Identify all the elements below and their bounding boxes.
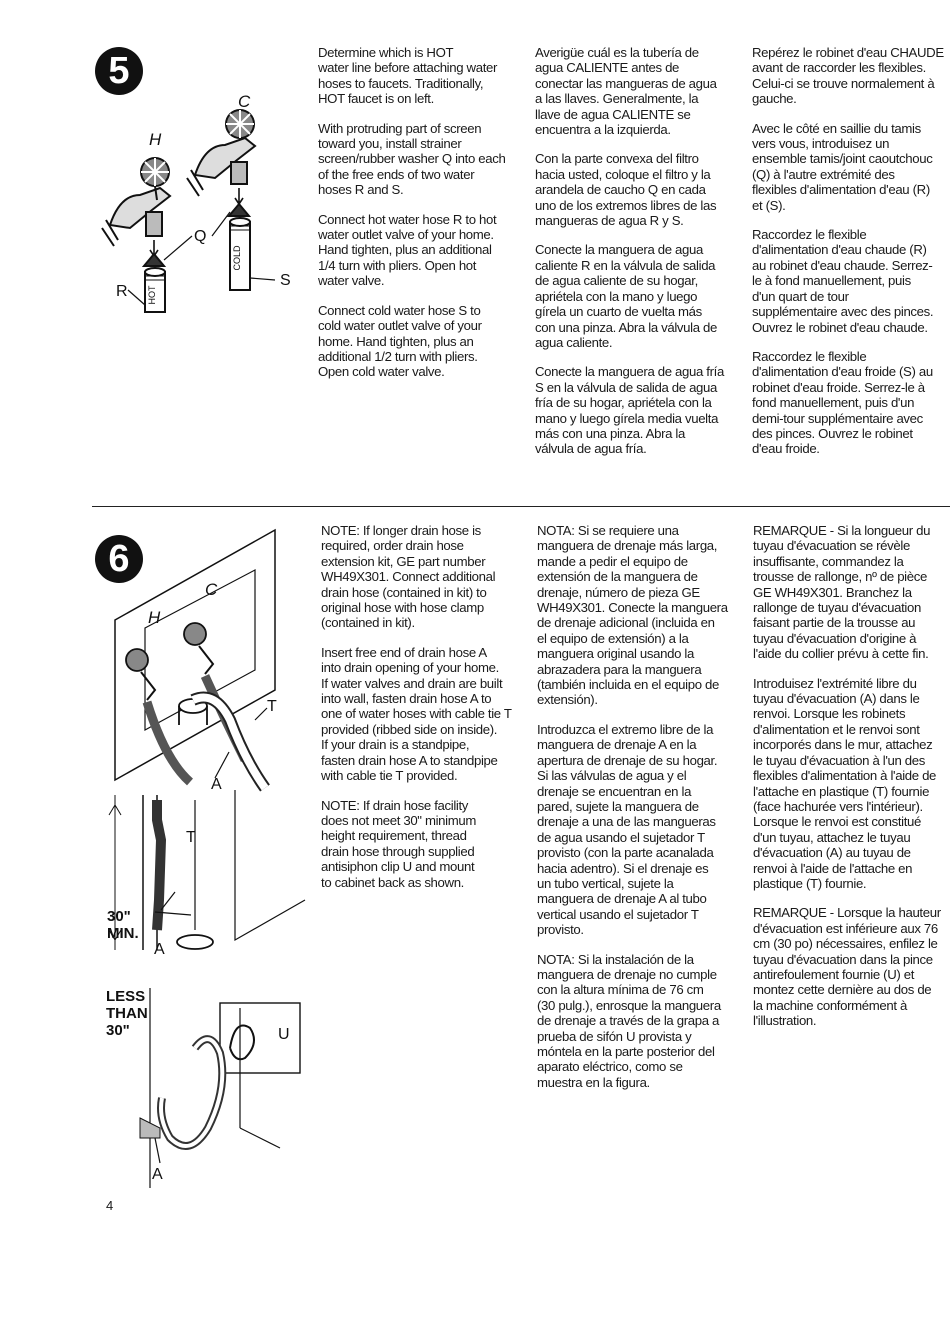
step-5-en-p4: Connect cold water hose S to cold water outlet valve of your home. Hand tighten, plus an additional 1/2 turn with pliers. Open cold water valve. <box>318 302 482 380</box>
step-5-es-p3: Conecte la manguera de agua caliente R en la válvula de salida de agua caliente de su hogar, apriétela con la mano y luego gírela un cuarto de vuelta más con una pinza. Abra la válvula de agua caliente. <box>535 242 717 350</box>
step-5-english-column <box>318 45 530 394</box>
label-30-min: 30" MIN. <box>107 908 139 942</box>
step-6-fr-p1: REMARQUE - Si la longueur du tuyau d'évacuation se révèle insuffisante, commandez la trousse de rallonge, nº de pièce GE WH49X301. Branchez la rallonge de tuyau d'évacuation faisant partie de la trousse au tuyau d'évacuation d'origine à l'aide du collier prévu à cette fin. <box>753 523 931 662</box>
step-5-es-p1: Averigüe cuál es la tubería de agua CALIENTE antes de conectar las mangueras de agua a las llaves. Generalmente, la llave de agua CALIENTE se encuentra a la izquierda. <box>535 45 717 138</box>
label-a-bottom: A <box>152 1166 163 1183</box>
label-u: U <box>278 1026 290 1043</box>
label-r: R <box>116 283 128 300</box>
label-h-6: H <box>148 608 161 627</box>
step-5-fr-p4: Raccordez le flexible d'alimentation d'eau froide (S) au robinet d'eau froide. Serrez-le à fond manuellement, puis d'un demi-tour supplémentaire avec des pinces. Ouvrez le robinet d'eau froide. <box>752 348 933 457</box>
label-a-mid: A <box>154 941 165 958</box>
step-6-es-p1: NOTA: Si se requiere una manguera de drenaje más larga, mande a pedir el equipo de extensión de la manguera de drenaje, número de pieza GE WH49X301. Conecte la manguera de drenaje adicional (incluida en el equipo de extensión) a la manguera original usando la abrazadera para la manguera (también incluida en el equipo de extensión). <box>537 523 728 708</box>
label-a-top: A <box>211 776 222 793</box>
hose-hot-label: HOT <box>147 285 157 305</box>
step-6-french-column <box>753 523 950 1043</box>
step-5-spanish-column <box>535 45 747 471</box>
step-6-spanish-column <box>537 523 749 1104</box>
faucet-connection-diagram <box>100 92 305 315</box>
label-h: H <box>149 130 162 149</box>
step-5-fr-p2: Avec le côté en saillie du tamis vers vous, introduisez un ensemble tamis/joint caoutchouc (Q) à l'autre extrémité des flexibles d'alimentation d'eau (R) et (S). <box>752 120 933 213</box>
step-6-en-p1: NOTE: If longer drain hose is required, order drain hose extension kit, GE part number WH49X301. Connect additional drain hose (contained in kit) to original hose with hose clamp (contained in kit). <box>321 523 496 631</box>
faucet-connection-illustration <box>100 100 305 315</box>
label-c: C <box>238 92 251 111</box>
step-6-english-column <box>321 523 533 904</box>
label-s: S <box>280 272 291 289</box>
step-5-fr-p3: Raccordez le flexible d'alimentation d'eau chaude (R) au robinet d'eau chaude. Serrez- le à fond manuellement, puis d'un quart de tour supplémentaire avec des pinces. Ouvrez le robinet d'eau chaude. <box>752 227 934 335</box>
antisiphon-diagram <box>100 988 305 1188</box>
step-6-fr-p3: REMARQUE - Lorsque la hauteur d'évacuation est inférieure aux 76 cm (30 po) nécessaires, enfilez le tuyau d'évacuation dans la pince antirefoulement fournie (U) et montez cette dernière au dos de la machine conformément à l'illustration. <box>753 905 941 1029</box>
label-c-6: C <box>205 580 218 599</box>
step-5-en-p2: With protruding part of screen toward you, install strainer screen/rubber washer Q into each of the free ends of two water hoses R and S. <box>318 120 506 198</box>
section-divider <box>92 506 950 507</box>
label-t-mid: T <box>186 829 196 846</box>
step-6-en-p3: NOTE: If drain hose facility does not meet 30" minimum height requirement, thread drain hose through supplied antisiphon clip U and mount to cabinet back as shown. <box>321 797 476 890</box>
step-5-fr-p1: Repérez le robinet d'eau CHAUDE avant de raccorder les flexibles. Celui-ci se trouve normalement à gauche. <box>752 45 944 107</box>
label-less-than-30: LESS THAN 30" <box>106 988 148 1039</box>
step-5-en-p3: Connect hot water hose R to hot water outlet valve of your home. Hand tighten, plus an additional 1/4 turn with pliers. Open hot water valve. <box>318 211 497 289</box>
step-6-en-p2: Insert free end of drain hose A into drain opening of your home. If water valves and drain are built into wall, fasten drain hose A to one of water hoses with cable tie T provided (ribbed side on inside). If your drain is a standpipe, fasten drain hose A to standpipe with cable tie T provided. <box>321 644 512 784</box>
step-5-french-column <box>752 45 950 471</box>
step-5-es-p2: Con la parte convexa del filtro hacia usted, coloque el filtro y la arandela de caucho Q en cada uno de los extremos libres de las mangueras de agua R y S. <box>535 151 717 229</box>
step-6-badge: 6 <box>95 535 143 583</box>
hose-cold-label: COLD <box>232 245 242 271</box>
drain-hose-diagram <box>95 520 310 990</box>
page-number: 4 <box>106 1198 114 1213</box>
step-6-es-p2: Introduzca el extremo libre de la manguera de drenaje A en la apertura de drenaje de su hogar. Si las válvulas de agua y el drenaje se encuentran en la pared, sujete la manguera de drenaje a una de las mangueras de agua usando el sujetador T provisto (con la parte acanalada hacia adentro). Si el drenaje es un tubo vertical, sujete la manguera de drenaje A al tubo vertical usando el sujetador T provisto. <box>537 721 718 938</box>
step-6-es-p3: NOTA: Si la instalación de la manguera de drenaje no cumple con la altura mínima de 76 cm (30 pulg.), enrosque la manguera de drenaje a través de la grapa a prueba de sifón U provista y móntela en la parte posterior del aparato eléctrico, como se muestra en la figura. <box>537 951 721 1090</box>
step-5-en-p1: Determine which is HOT water line before attaching water hoses to faucets. Traditionally, HOT faucet is on left. <box>318 45 498 107</box>
step-6-fr-p2: Introduisez l'extrémité libre du tuyau d'évacuation (A) dans le renvoi. Lorsque les robinets d'alimentation et le renvoi sont incorporés dans le mur, attachez le tuyau d'évacuation à l'un des flexibles d'alimentation à l'aide de l'attache en plastique (T) fournie (face hachurée vers l'intérieur). Lorsque le renvoi est constitué d'un tuyau, attachez le tuyau d'évacuation (A) au tuyau de renvoi à l'aide de l'attache en plastique (T) fournie. <box>753 675 937 891</box>
step-5-es-p4: Conecte la manguera de agua fría S en la válvula de salida de agua fría de su hogar, apriétela con la mano y luego gírela media vuelta más con una pinza. Abra la válvula de agua fría. <box>535 364 724 457</box>
step-5-badge: 5 <box>95 47 143 95</box>
label-t-top: T <box>267 698 277 715</box>
label-q: Q <box>194 228 207 245</box>
